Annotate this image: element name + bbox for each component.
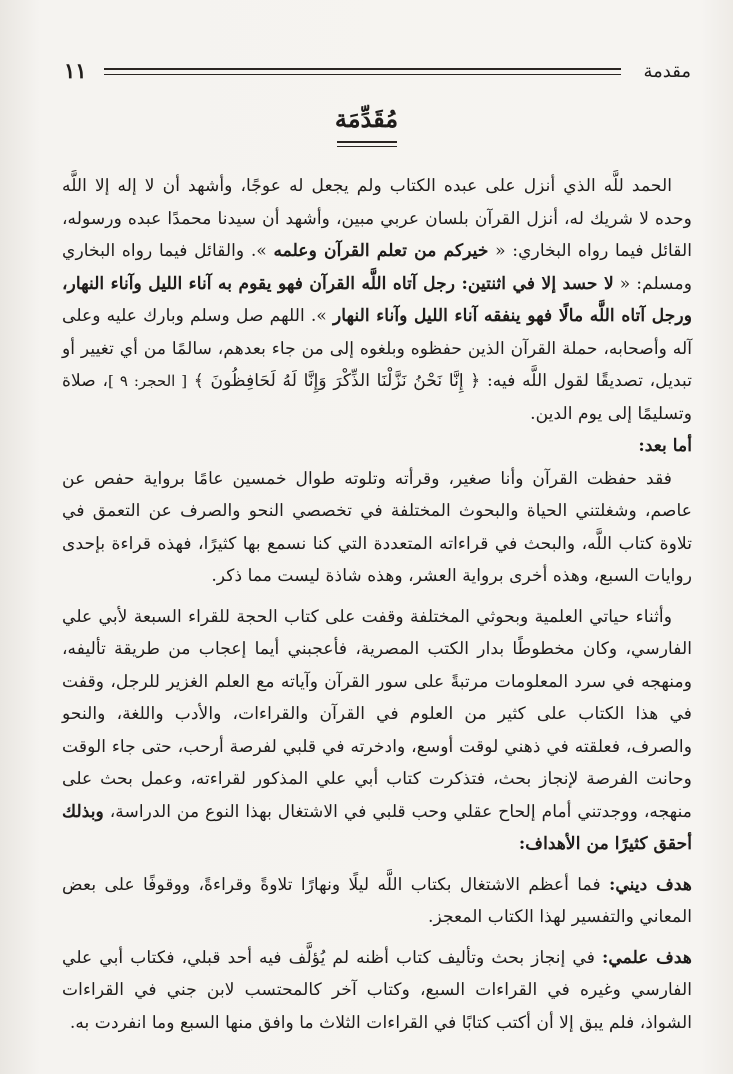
verse-reference: [ الحجر: ٩ ]: [108, 372, 188, 390]
quran-verse: إِنَّا نَحْنُ نَزَّلْنَا الذِّكْرَ وَإِنَّا لَهُ لَحَافِظُونَ: [210, 371, 464, 391]
amma-bad-heading: [62, 430, 692, 463]
text-span: الحمد للَّه الذي أنزل على عبده الكتاب ولم يجعل له عوجًا، وأشهد أن لا إله إلا اللَّه وحده لا شريك له، أنزل القرآن بلسان عربي مبين، وأشهد أن سيدنا محمدًا عبده ورسوله، القائل فيما رواه البخاري: «: [62, 176, 692, 261]
header-rule: [104, 68, 621, 75]
paragraph-religious-goal: [62, 869, 692, 934]
header-title: مقدمة: [643, 61, 691, 82]
text-span: ». والقائل فيما رواه البخاري ومسلم: «: [62, 241, 692, 294]
paragraph-research: [62, 601, 692, 861]
hadith-quote: لا حسد إلا في اثنتين: رجل آتاه اللَّه القرآن فهو يقوم به آناء الليل وآناء النهار، ورجل آتاه اللَّه مالًا فهو ينفقه آناء الليل وآناء النهار: [62, 273, 692, 326]
hadith-quote: خيركم من تعلم القرآن وعلمه: [273, 241, 489, 261]
paragraph-opening: [62, 170, 692, 430]
section-title: مُقَدِّمَة: [334, 104, 399, 133]
text-span: وأثناء حياتي العلمية وبحوثي المختلفة وقفت على كتاب الحجة للقراء السبعة لأبي علي الفارسي، وكان مخطوطًا بدار الكتب المصرية، فأعجبني أيما إعجاب من طريقة تأليفه، ومنهجه في سرد المعلومات مرتبةً على سور القرآن وآياته مع العلم الغزير للرجل، وقفت في هذا الكتاب على كثير من العلوم في القرآن والقراءات، والأدب واللغة، والنحو والصرف، فعلقته في ذهني لوقت أوسع، وادخرته في قلبي لفرصة أرحب، حتى جاء الوقت وحانت الفرصة لإنجاز بحث، فتذكرت كتاب أبي علي المذكور لقراءته، وعمل بحث على منهجه، ووجدتني أمام إلحاح عقلي وحب قلبي في الاشتغال بهذا النوع من الدراسة،: [62, 606, 692, 822]
goal-label: هدف علمي:: [601, 947, 692, 968]
text-span: ». اللهم صل وسلم وبارك عليه وعلى آله وأصحابه، حملة القرآن الذين حفظوه وبلغوه إلى من جاء بعدهم، سالمًا من أي تغيير أو تبديل، تصديقًا لقول اللَّه فيه: ﴿: [62, 306, 692, 391]
running-header: [64, 58, 691, 88]
body-text: [62, 170, 692, 1039]
section-title-underline: [337, 141, 397, 147]
text-span: في إنجاز بحث وتأليف كتاب أظنه لم يُؤلَّف فيه أحد قبلي، فكتاب أبي علي الفارسي وغيره في القراءات السبع، وكتاب آخر كالمحتسب لابن جني في القراءات الشواذ، فلم يبق إلا أن أكتب كتابًا في القراءات الثلاث ما وافق منها السبع وما انفردت به.: [62, 947, 692, 1033]
text-span: ، صلاة وتسليمًا إلى يوم الدين.: [62, 371, 692, 424]
goal-label: هدف ديني:: [608, 874, 692, 895]
section-heading: [0, 104, 733, 147]
goals-intro: وبذلك أحقق كثيرًا من الأهداف:: [62, 801, 692, 854]
amma-bad-label: أما بعد:: [638, 436, 692, 456]
text-span: ﴾: [187, 371, 211, 391]
paragraph-scholarly-goal: [62, 942, 692, 1040]
page-number: ١١: [64, 58, 87, 83]
text-span: فما أعظم الاشتغال بكتاب اللَّه ليلًا ونهارًا تلاوةً وقراءةً، ووقوفًا على بعض المعاني والتفسير لهذا الكتاب المعجز.: [62, 874, 692, 927]
paragraph-memorization: فقد حفظت القرآن وأنا صغير، وقرأته وتلوته طوال خمسين عامًا برواية حفص عن عاصم، وشغلتني الحياة والبحوث المختلفة في تخصصي النحو والصرف عن التعمق في تلاوة كتاب اللَّه، والبحث في قراءاته المتعددة التي كنا نسمع بها كثيرًا، فهذه قراءة بإحدى روايات السبع، وهذه أخرى برواية العشر، وهذه شاذة ليست مما ذكر.: [62, 468, 692, 586]
